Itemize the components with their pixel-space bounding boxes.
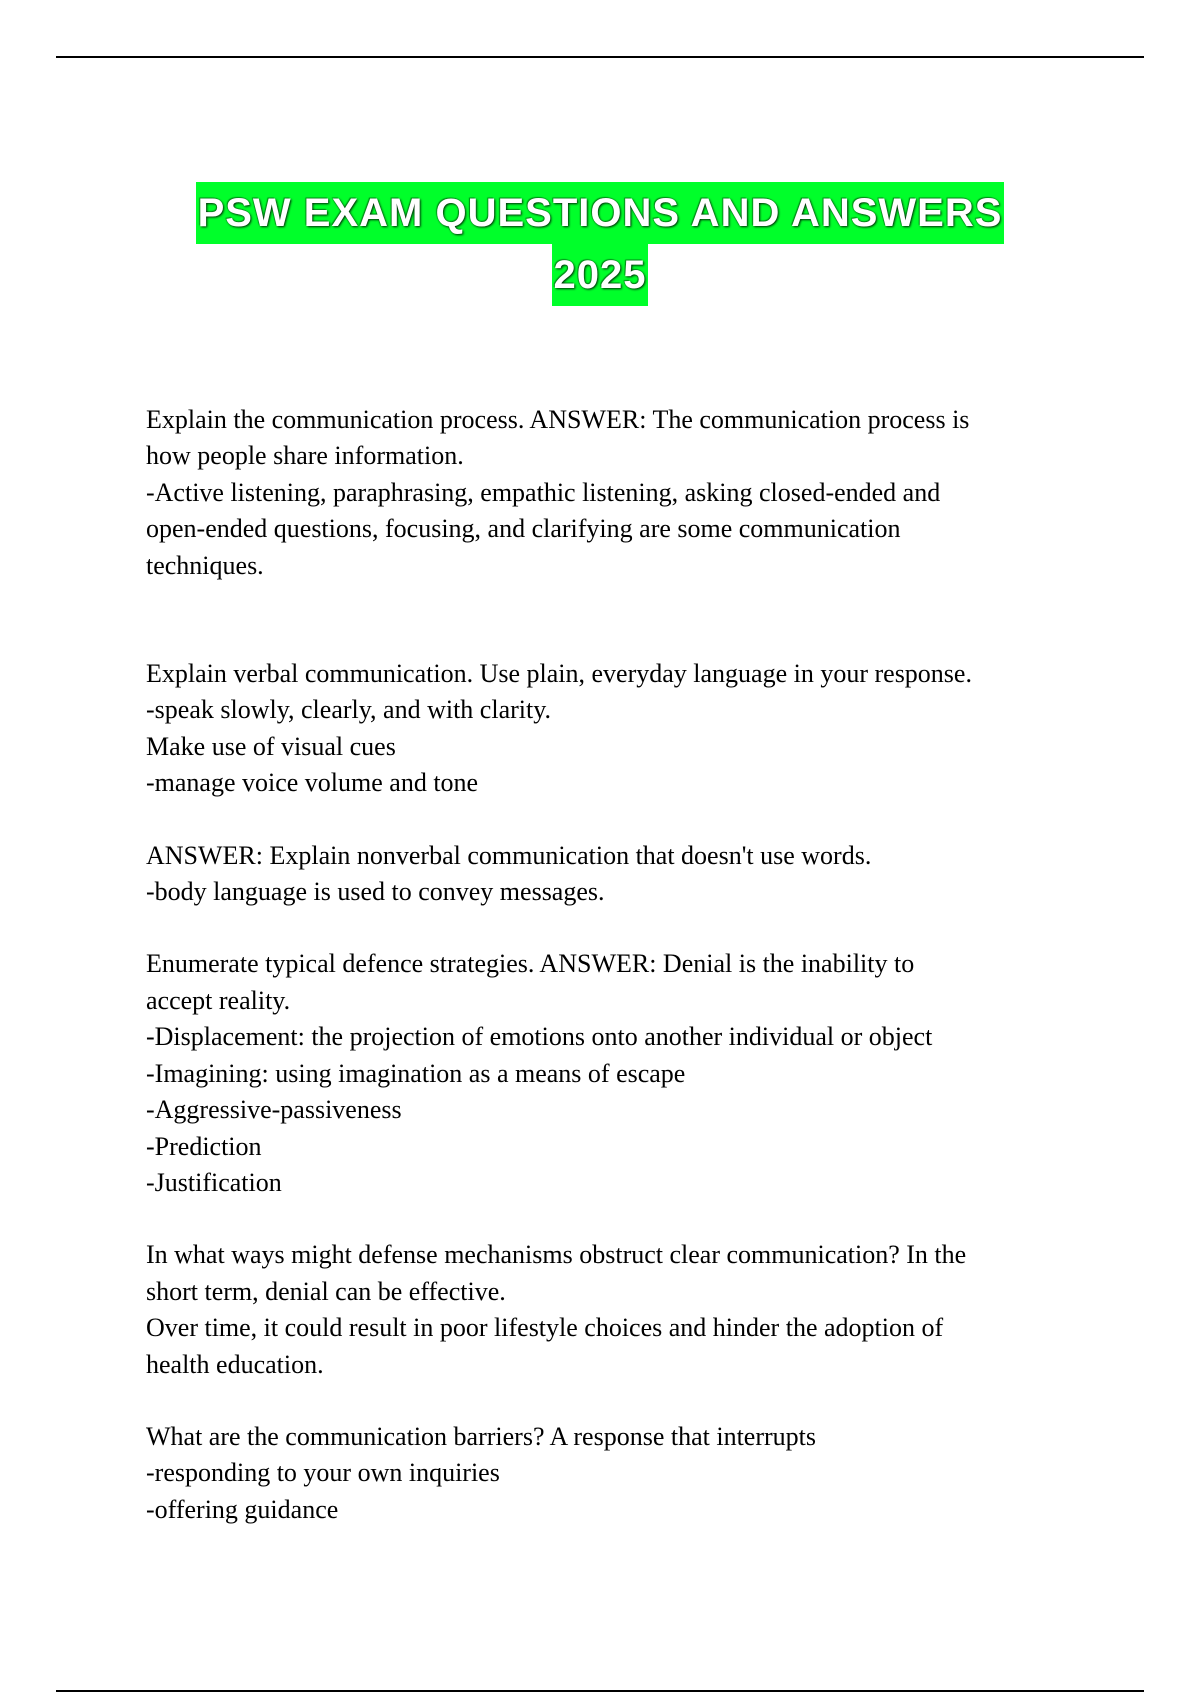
bottom-rule (56, 1690, 1144, 1692)
text-line: open-ended questions, focusing, and clarifying are some communication (146, 514, 901, 544)
title-line-2: 2025 (552, 244, 649, 306)
text-line: Enumerate typical defence strategies. ANSWER: Denial is the inability to (146, 949, 915, 979)
text-line: health education. (146, 1349, 324, 1379)
text-line: -Imagining: using imagination as a means of escape (146, 1058, 686, 1088)
title-line-1: PSW EXAM QUESTIONS AND ANSWERS (196, 182, 1005, 244)
text-line: short term, denial can be effective. (146, 1276, 506, 1306)
document-title (0, 182, 1200, 306)
top-rule (56, 56, 1144, 58)
text-line: ANSWER: Explain nonverbal communication that doesn't use words. (146, 840, 872, 870)
text-line: -Aggressive-passiveness (146, 1095, 402, 1125)
text-line: -offering guidance (146, 1494, 339, 1524)
text-line: -speak slowly, clearly, and with clarity. (146, 695, 552, 725)
text-line: how people share information. (146, 441, 464, 471)
text-line: Over time, it could result in poor lifestyle choices and hinder the adoption of (146, 1313, 944, 1343)
text-line: In what ways might defense mechanisms obstruct clear communication? In the (146, 1240, 967, 1270)
text-line: -responding to your own inquiries (146, 1458, 500, 1488)
paragraph-communication-barriers (146, 1419, 1066, 1528)
paragraph-verbal-communication (146, 656, 1066, 802)
paragraph-communication-process (146, 402, 1066, 584)
text-line: -Prediction (146, 1131, 262, 1161)
text-line: -Displacement: the projection of emotions onto another individual or object (146, 1022, 933, 1052)
text-line: accept reality. (146, 985, 291, 1015)
document-body (146, 402, 1066, 1564)
text-line: Make use of visual cues (146, 731, 396, 761)
text-line: -manage voice volume and tone (146, 768, 479, 798)
text-line: What are the communication barriers? A response that interrupts (146, 1421, 816, 1451)
text-line: Explain the communication process. ANSWER: The communication process is (146, 405, 970, 434)
text-line: -Active listening, paraphrasing, empathic listening, asking closed-ended and (146, 477, 941, 507)
text-line: techniques. (146, 550, 264, 580)
text-line: Explain verbal communication. Use plain, everyday language in your response. (146, 659, 972, 689)
paragraph-defense-mechanisms (146, 1237, 1066, 1383)
text-line: -body language is used to convey messages. (146, 877, 605, 907)
text-line: -Justification (146, 1167, 282, 1197)
paragraph-defence-strategies (146, 946, 1066, 1201)
paragraph-nonverbal-communication (146, 838, 1066, 911)
